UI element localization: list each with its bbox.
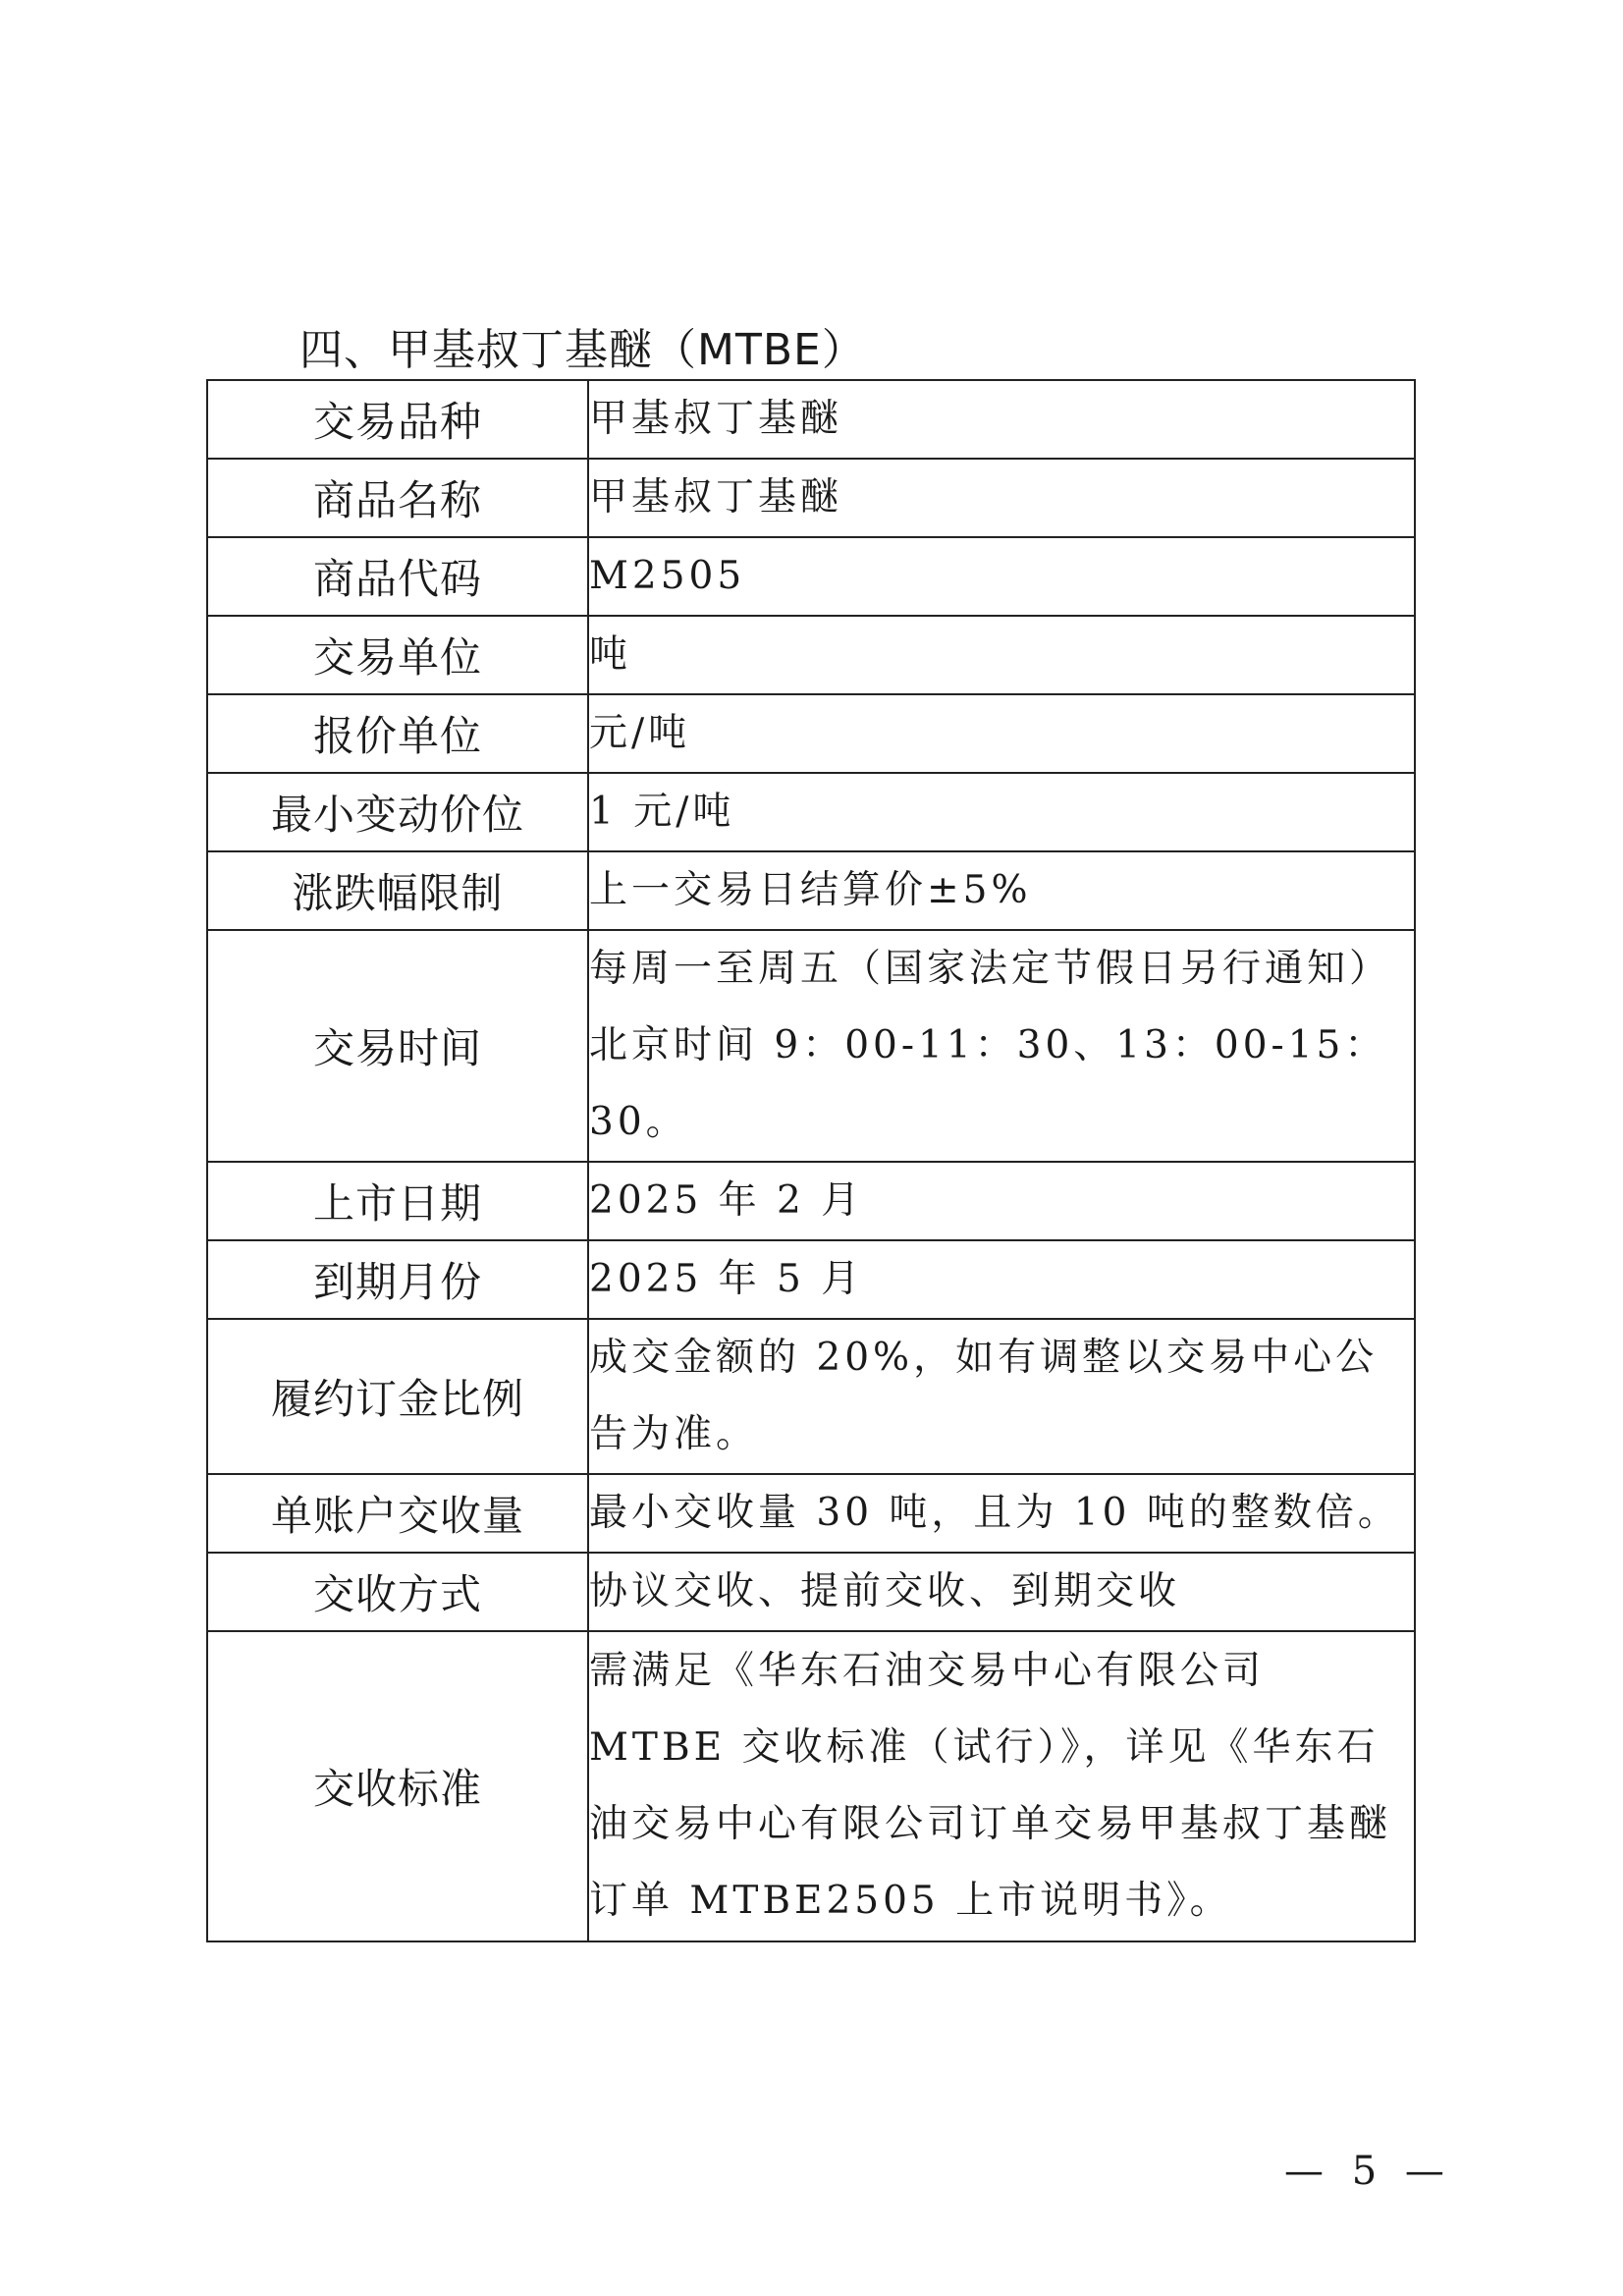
table-row — [207, 773, 1415, 851]
row-label: 商品代码 — [207, 537, 588, 616]
row-label: 交易品种 — [207, 380, 588, 459]
row-label: 上市日期 — [207, 1162, 588, 1240]
row-label: 交收方式 — [207, 1553, 588, 1631]
row-value: 上一交易日结算价±5% — [588, 851, 1415, 930]
row-value: 甲基叔丁基醚 — [588, 380, 1415, 459]
row-value: 协议交收、提前交收、到期交收 — [588, 1553, 1415, 1631]
row-value: 2025 年 5 月 — [588, 1240, 1415, 1319]
row-value: 吨 — [588, 616, 1415, 694]
row-label: 最小变动价位 — [207, 773, 588, 851]
spec-table — [206, 379, 1416, 1942]
table-row — [207, 1162, 1415, 1240]
table-row — [207, 1474, 1415, 1553]
row-label: 履约订金比例 — [207, 1319, 588, 1474]
table-row — [207, 1319, 1415, 1474]
row-label: 到期月份 — [207, 1240, 588, 1319]
table-row — [207, 1631, 1415, 1941]
row-label: 单账户交收量 — [207, 1474, 588, 1553]
row-label: 涨跌幅限制 — [207, 851, 588, 930]
table-row — [207, 616, 1415, 694]
row-value: 成交金额的 20%，如有调整以交易中心公告为准。 — [588, 1319, 1415, 1474]
row-value: 最小交收量 30 吨，且为 10 吨的整数倍。 — [588, 1474, 1415, 1553]
row-label: 交易时间 — [207, 930, 588, 1162]
row-value: 元/吨 — [588, 694, 1415, 773]
page-number: — 5 — — [1284, 2149, 1452, 2194]
row-label: 交易单位 — [207, 616, 588, 694]
table-row — [207, 380, 1415, 459]
row-value: 需满足《华东石油交易中心有限公司 MTBE 交收标准（试行）》，详见《华东石油交易中心有限公司订单交易甲基叔丁基醚订单 MTBE2505 上市说明书》。 — [588, 1631, 1415, 1941]
row-label: 报价单位 — [207, 694, 588, 773]
table-row — [207, 1240, 1415, 1319]
table-row — [207, 851, 1415, 930]
row-value: M2505 — [588, 537, 1415, 616]
table-row — [207, 930, 1415, 1162]
row-value: 2025 年 2 月 — [588, 1162, 1415, 1240]
table-row — [207, 694, 1415, 773]
row-value: 甲基叔丁基醚 — [588, 459, 1415, 537]
table-row — [207, 459, 1415, 537]
row-value: 每周一至周五（国家法定节假日另行通知）北京时间 9：00-11：30、13：00-15：30。 — [588, 930, 1415, 1162]
row-value: 1 元/吨 — [588, 773, 1415, 851]
table-row — [207, 537, 1415, 616]
row-label: 交收标准 — [207, 1631, 588, 1941]
row-label: 商品名称 — [207, 459, 588, 537]
table-row — [207, 1553, 1415, 1631]
section-title: 四、甲基叔丁基醚（MTBE） — [299, 325, 866, 375]
